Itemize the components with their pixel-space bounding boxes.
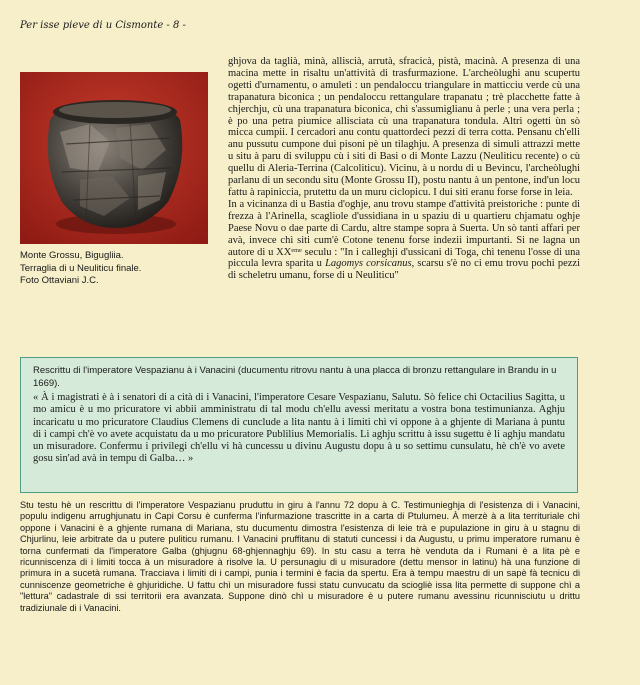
- species-name: Lagomys corsicanus: [325, 258, 412, 270]
- pottery-illustration: [20, 72, 208, 244]
- body-paragraph-1: ghjova da taglià, minà, alliscià, arrutà, sfracicà, pistà, macinà. A presenza di una macina mette in risaltu un'attività di trasfurmazione. L'archeòlughi anu scupertu ogetti d'urnamentu, o amuleti : un pendaloccu triangulare in matticciu verde cù una trapanatura biconica ; un pendaloccu rettangulare trapanatu ; trè placchette fatte à chjerchju, cù una trapanatura biconica, chì s'assumiglianu à perle ; una vera perla ; è po una petra piumice allisciata cù una trapanatura tondula. Altri ogetti ùn sò micca cumpii. I cercadori anu contu quattordeci pezzi di terra cotta. Pensanu ch'elli anu pussutu cumpone dui pisoni pè un tilaghju. A presenza di simuli attrazzi mette u situ à paru di sviluppu cù i siti di Basi o di Monte Lazzu (Neuliticu recente) o cù quellu di Aleria-Terrina (Calcoliticu). Vicinu, à u nordu di u Bevincu, l'archeòlughi parlanu di un secondu situ (Monte Grossu II), postu nantu à un pentone, ind'un locu fattu à rapiniccia, prutettu da un muru ciclopicu. I dui siti eranu forse forse in leia.: [228, 56, 580, 198]
- inscription-callout-box: [20, 357, 578, 493]
- caption-line-credit: Foto Ottaviani J.C.: [20, 275, 99, 286]
- photo-caption: [20, 250, 208, 288]
- main-text-column: [228, 56, 580, 282]
- callout-intro: Rescrittu di l'imperatore Vespazianu à i Vanacini (ducumentu ritrovu nantu à una placca di bronzu rettangulare in Brandu in u 1669).: [33, 365, 557, 389]
- callout-quote: « À i magistrati è à i senatori di a cità di i Vanacini, l'imperatore Cesare Vespazianu, Salutu. Sò felice chì Octacilius Sagitta, u mo amicu è u mo pricuratore vi abbii amministratu di tal modu ch'ellu avessi meritatu a vostra bona testimunianza. Aghju incaricatu u mo pricuratore Claudius Clemens di cunclude a lita nantu à i limiti chì vi oppone à a ghjente di Mariana à puntu di i campi ch'è vo avete acquistatu da u mo pricuratore Publilius Memorialis. Li aghju scrittu à issu sugettu è li aghju mandatu un misuradore. Confermu i privilegi ch'ellu vi hà cuncessu u divinu Augustu dopu à u so settimu cunsulatu, hè ch'è vo avete gosu sin'ad avà in tempu di Galba… »: [33, 392, 565, 465]
- caption-line-description: Terraglia di u Neuliticu finale.: [20, 262, 142, 274]
- neolithic-pottery-photo: [20, 72, 208, 244]
- body-paragraph-2: [228, 199, 580, 282]
- commentary-paragraph: Stu testu hè un rescrittu di l'imperatore Vespazianu pruduttu in giru à l'annu 72 dopu à C. Testimunieghja di l'esistenza di i Vanacini, populu indigenu arrughjunatu in Capi Corsu è cunferma l'infurmazione trascritte in a carta di Ptulumeu. À merzè à a lita territuriale chì oppone i Vanacini è a ghjente rumana di Mariana, stu ducumentu dimostra l'esistenza di leie trà e pupulazione in giru à u stagnu di Chjurlinu, leie arbitrate da u putere puliticu rumanu. I Vanacini pruffitanu di statuti cuncessi i da Augustu, u primu imperatore rumanu è torna cunfermati da l'imperatore Galba (ghjugnu 68-ghjennaghju 69). In stu casu a terra hè venduta da i Rumani è a lita pè e ricunniscenza di i limiti tocca à un misuradore à risolve la. U persunagiu di u misuradore (dettu mensor in latinu) hà una funzione di primura in a sucetà rumana. Tracciava i limiti di i campi, punia i termini è facia da spertu. Era à tempu maestru di un sapè fà tecnicu di cunniscenze geometriche è ghjuridiche. U fattu chì un misuradore fussi statu cunvucatu da sciogliè issa lita permette di suppone chì a "lettura" cadastrale di ssi territorii era avanzata. Suppone dinò chì u misuradore è u putere rumanu avessinu ricunnisciutu u drittu tradiziunale di i Vanacini.: [20, 500, 580, 613]
- caption-line-site: Monte Grossu, Bigugliia.: [20, 250, 124, 261]
- body-paragraph-2-start: In a vicinanza di u Bastia d'oghje, anu trovu stampe d'attività preistoriche : punte di frezza à l'Arinella, scagliole d'ussidiana in u spaziu di u quartieru chjamatu oghje Paese Novu o dae parte di Cardu, altre stampe sopra à Suerta. Un sò tanti affari per avà, invece chì siti cum'è Cotone tenenu forse indezii impurtanti. Si ne lagna un autore di u XXᵉᵐᵉ seculu : "In i calleghji d'ussicani di Toga, chì tenenu l'osse di una piccula levra sparita u: [228, 198, 580, 270]
- running-header: Per isse pieve di u Cismonte - 8 -: [20, 20, 186, 31]
- body-paragraph-2-end: , scarsu s'è no ci emu trovu pochi pezzi di scheletru umanu, forse di u Neuliticu": [228, 258, 580, 282]
- commentary-text: [20, 500, 580, 614]
